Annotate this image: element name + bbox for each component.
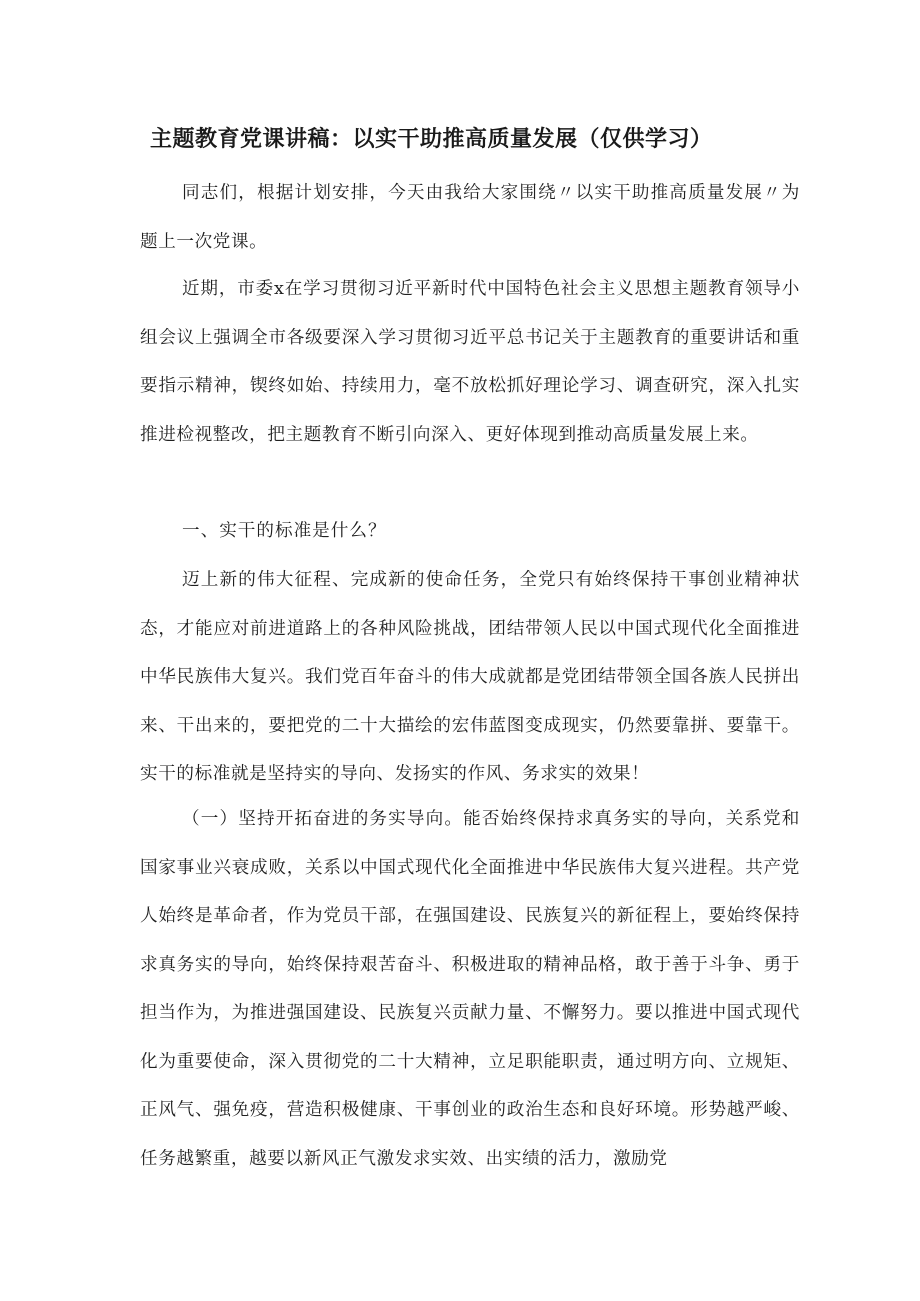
document-title: 主题教育党课讲稿：以实干助推高质量发展（仅供学习）	[150, 127, 713, 152]
paragraph-subsection-1: （一）坚持开拓奋进的务实导向。能否始终保持求真务实的导向，关系党和国家事业兴衰成败，关系以中国式现代化全面推进中华民族伟大复兴进程。共产党人始终是革命者，作为党员干部，在强国建设、民族复兴的新征程上，要始终保持求真务实的导向，始终保持艰苦奋斗、积极进取的精神品格，敢于善于斗争、勇于担当作为，为推进强国建设、民族复兴贡献力量、不懈努力。要以推进中国式现代化为重要使命，深入贯彻党的二十大精神，立足职能职责，通过明方向、立规矩、正风气、强免疫，营造积极健康、干事创业的政治生态和良好环境。形势越严峻、任务越繁重，越要以新风正气激发求实效、出实绩的活力，激励党	[140, 809, 800, 1169]
paragraph-section-1-intro: 迈上新的伟大征程、完成新的使命任务，全党只有始终保持干事创业精神状态，才能应对前进道路上的各种风险挑战，团结带领人民以中国式现代化全面推进中华民族伟大复兴。我们党百年奋斗的伟大成就都是党团结带领全国各族人民拼出来、干出来的，要把党的二十大描绘的宏伟蓝图变成现实，仍然要靠拼、要靠干。实干的标准就是坚持实的导向、发扬实的作风、务求实的效果！	[140, 570, 800, 784]
section-heading-1: 一、实干的标准是什么？	[182, 521, 387, 541]
paragraph-background: 近期，市委x在学习贯彻习近平新时代中国特色社会主义思想主题教育领导小组会议上强调全市各级要深入学习贯彻习近平总书记关于主题教育的重要讲话和重要指示精神，锲终如始、持续用力，毫不放松抓好理论学习、调查研究，深入扎实推进检视整改，把主题教育不断引向深入、更好体现到推动高质量发展上来。	[140, 279, 800, 445]
paragraph-opening: 同志们，根据计划安排，今天由我给大家围绕〃以实干助推高质量发展〃为题上一次党课。	[140, 183, 800, 252]
